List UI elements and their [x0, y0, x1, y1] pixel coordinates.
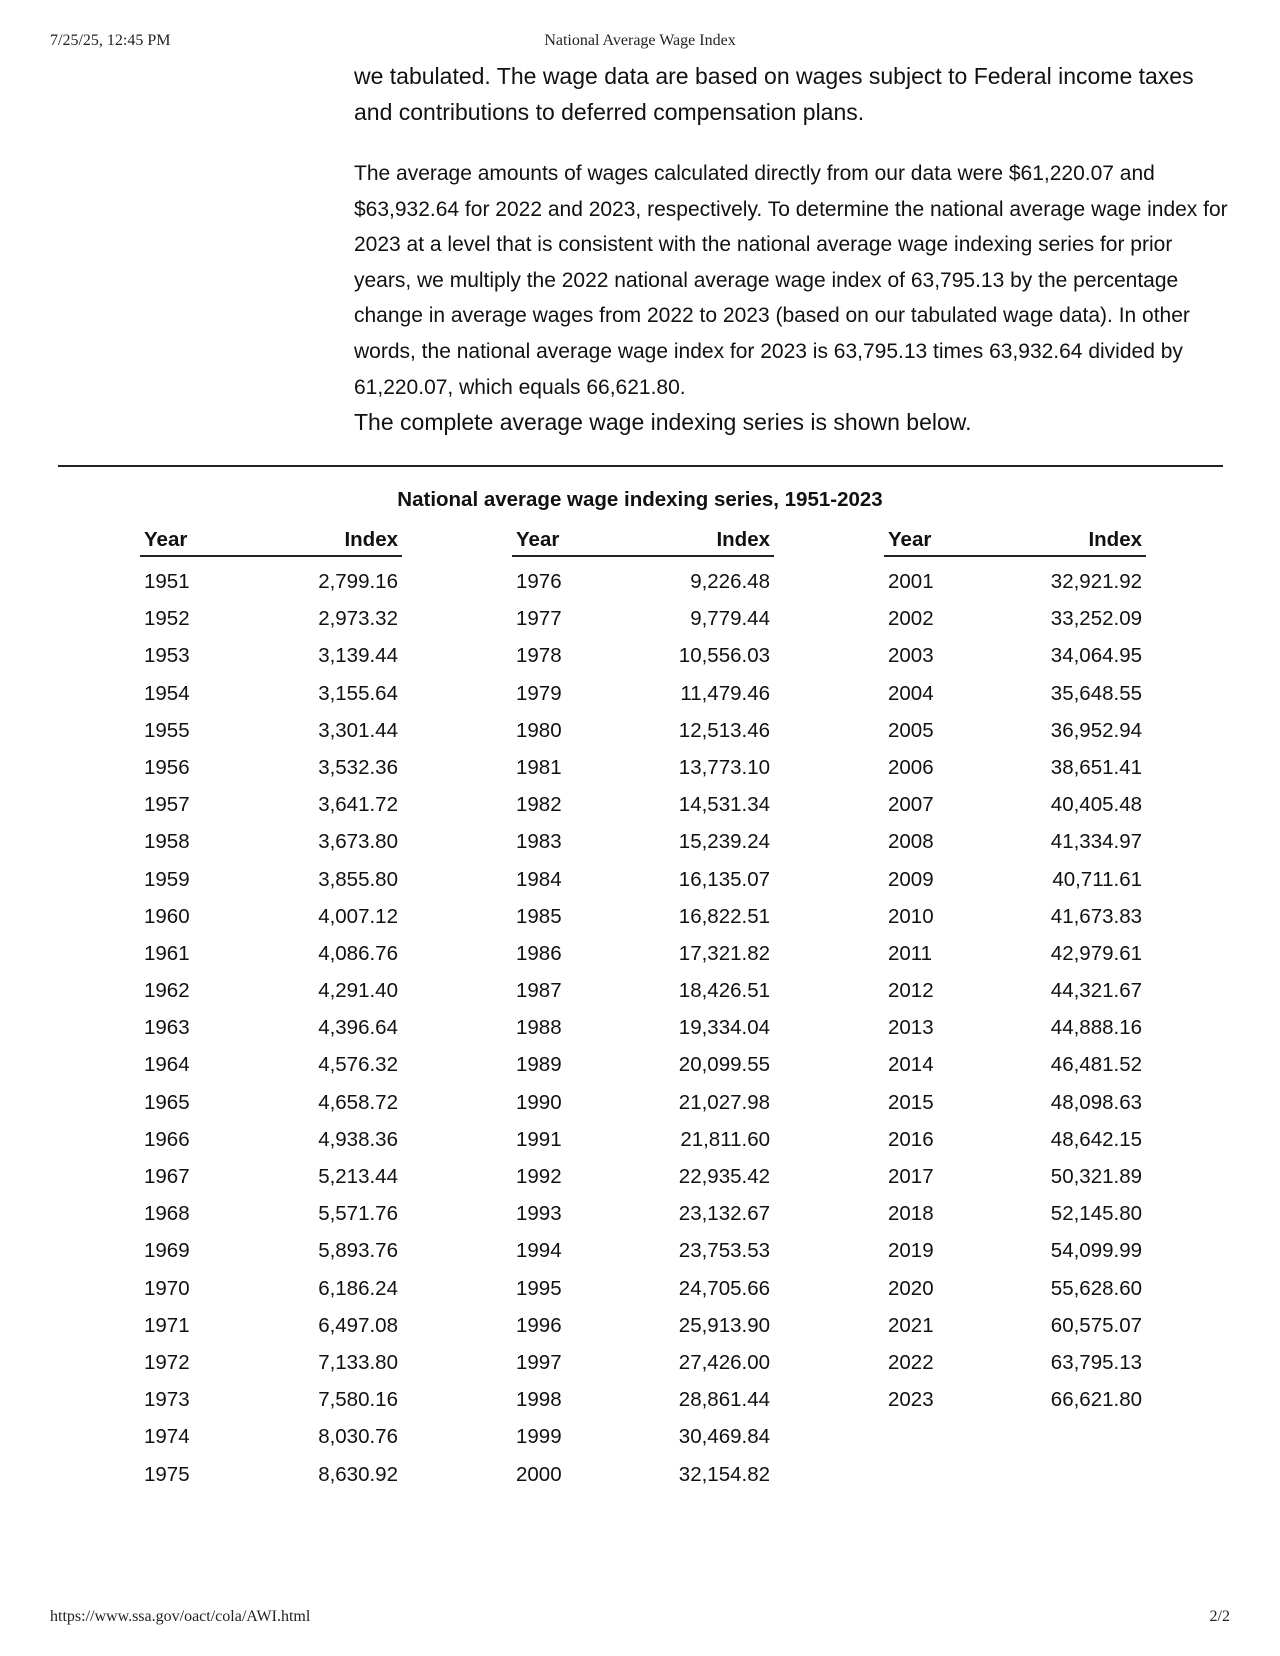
index-cell: 40,711.61 — [1052, 867, 1142, 891]
index-cell: 4,086.76 — [318, 941, 398, 965]
table-row — [884, 862, 1146, 899]
table-row — [512, 750, 774, 787]
table-title: National average wage indexing series, 1951-2023 — [397, 488, 883, 511]
year-cell: 1985 — [516, 904, 562, 928]
table-row — [884, 1085, 1146, 1122]
year-cell: 2018 — [888, 1202, 934, 1226]
index-cell: 8,030.76 — [318, 1425, 398, 1449]
index-cell: 38,651.41 — [1050, 755, 1142, 779]
index-cell: 4,007.12 — [318, 904, 398, 928]
table-row — [140, 862, 402, 899]
year-cell: 1988 — [516, 1016, 562, 1040]
year-cell: 1998 — [516, 1388, 562, 1412]
print-page-title: National Average Wage Index — [544, 32, 736, 49]
table-row — [140, 676, 402, 713]
table-row — [140, 1122, 402, 1159]
table-row — [140, 750, 402, 787]
table-row — [884, 1382, 1146, 1419]
index-cell: 36,952.94 — [1050, 718, 1142, 742]
year-cell: 2016 — [888, 1127, 934, 1151]
index-cell: 17,321.82 — [678, 941, 770, 965]
index-cell: 4,658.72 — [318, 1090, 398, 1114]
table-row — [884, 713, 1146, 750]
year-cell: 1978 — [516, 644, 562, 668]
year-cell: 1957 — [144, 793, 190, 817]
year-cell: 1965 — [144, 1090, 190, 1114]
year-cell: 1976 — [516, 570, 562, 593]
table-row — [884, 1233, 1146, 1270]
table-row — [140, 936, 402, 973]
year-cell: 1990 — [516, 1090, 562, 1114]
index-cell: 6,186.24 — [318, 1276, 398, 1300]
year-cell: 1966 — [144, 1127, 190, 1151]
table-header-row — [884, 525, 1146, 557]
index-cell: 3,855.80 — [318, 867, 398, 891]
table-row — [512, 1419, 774, 1456]
table-row — [140, 1419, 402, 1456]
table-row — [884, 1271, 1146, 1308]
index-cell: 4,938.36 — [318, 1127, 398, 1151]
year-cell: 1961 — [144, 941, 190, 965]
table-row — [512, 1122, 774, 1159]
table-row — [884, 973, 1146, 1010]
year-cell: 1952 — [144, 607, 190, 631]
print-datetime: 7/25/25, 12:45 PM — [50, 32, 171, 49]
index-cell: 21,811.60 — [680, 1127, 770, 1151]
year-column-header: Year — [144, 528, 188, 551]
index-cell: 66,621.80 — [1050, 1388, 1142, 1412]
year-cell: 1995 — [516, 1276, 562, 1300]
year-cell: 1967 — [144, 1165, 190, 1188]
year-cell: 1979 — [516, 681, 562, 705]
table-row — [140, 824, 402, 861]
index-cell: 3,139.44 — [318, 644, 398, 668]
table-column-group — [140, 525, 402, 1494]
year-cell: 1959 — [144, 867, 190, 891]
table-row — [140, 1308, 402, 1345]
index-column-header: Index — [1088, 528, 1142, 551]
year-cell: 2007 — [888, 793, 934, 817]
table-row — [884, 1122, 1146, 1159]
year-cell: 1953 — [144, 644, 190, 668]
table-row — [884, 899, 1146, 936]
year-cell: 1989 — [516, 1053, 562, 1077]
index-cell: 4,291.40 — [318, 979, 398, 1003]
table-row — [512, 1196, 774, 1233]
year-cell: 1968 — [144, 1202, 190, 1226]
year-cell: 1954 — [144, 681, 190, 705]
year-cell: 1971 — [144, 1313, 190, 1337]
index-cell: 4,576.32 — [318, 1053, 398, 1077]
year-cell: 1984 — [516, 867, 562, 891]
table-row — [512, 1382, 774, 1419]
year-cell: 1994 — [516, 1239, 562, 1263]
year-cell: 2001 — [888, 570, 934, 593]
table-row — [512, 1345, 774, 1382]
index-cell: 7,133.80 — [318, 1350, 398, 1374]
index-cell: 2,973.32 — [318, 607, 398, 631]
index-cell: 21,027.98 — [678, 1090, 770, 1114]
table-row — [884, 1047, 1146, 1084]
index-cell: 20,099.55 — [678, 1053, 770, 1077]
print-page-number: 2/2 — [1209, 1608, 1230, 1625]
index-cell: 30,469.84 — [678, 1425, 770, 1449]
year-cell: 1972 — [144, 1350, 190, 1374]
index-cell: 3,532.36 — [318, 755, 398, 779]
index-cell: 27,426.00 — [678, 1350, 770, 1374]
year-cell: 1986 — [516, 941, 562, 965]
table-header-row — [512, 525, 774, 557]
year-cell: 2010 — [888, 904, 934, 928]
year-cell: 2021 — [888, 1313, 934, 1337]
table-row — [140, 787, 402, 824]
index-cell: 33,252.09 — [1050, 607, 1142, 631]
year-cell: 2023 — [888, 1388, 934, 1412]
index-cell: 41,673.83 — [1050, 904, 1142, 928]
table-row — [884, 676, 1146, 713]
index-cell: 25,913.90 — [678, 1313, 770, 1337]
print-footer — [50, 1608, 1230, 1630]
index-cell: 44,888.16 — [1050, 1016, 1142, 1040]
index-cell: 14,531.34 — [678, 793, 770, 817]
year-cell: 1962 — [144, 979, 190, 1003]
index-cell: 5,213.44 — [318, 1165, 398, 1188]
table-row — [140, 601, 402, 638]
year-cell: 1963 — [144, 1016, 190, 1040]
index-cell: 16,822.51 — [678, 904, 770, 928]
table-row — [512, 1233, 774, 1270]
index-cell: 9,779.44 — [690, 607, 770, 631]
table-row — [512, 676, 774, 713]
year-cell: 1993 — [516, 1202, 562, 1226]
index-column-header: Index — [344, 528, 398, 551]
print-header — [50, 32, 1230, 54]
table-row — [884, 1308, 1146, 1345]
year-cell: 2014 — [888, 1053, 934, 1077]
year-cell: 2022 — [888, 1350, 934, 1374]
table-row — [512, 936, 774, 973]
index-cell: 19,334.04 — [678, 1016, 770, 1040]
table-row — [140, 1233, 402, 1270]
year-cell: 2003 — [888, 644, 934, 668]
index-cell: 18,426.51 — [678, 979, 770, 1003]
index-cell: 46,481.52 — [1050, 1053, 1142, 1077]
year-cell: 1987 — [516, 979, 562, 1003]
year-cell: 1992 — [516, 1165, 562, 1188]
table-row — [512, 899, 774, 936]
table-row — [512, 787, 774, 824]
table-row — [140, 973, 402, 1010]
table-row — [512, 824, 774, 861]
year-cell: 2000 — [516, 1462, 562, 1486]
index-cell: 7,580.16 — [318, 1388, 398, 1412]
calculation-paragraph: The average amounts of wages calculated directly from our data were $61,220.07 and $63,932.64 for 2022 and 2023, respectively. To determine the national average wage index for 2023 at a level that is consistent with the national average wage indexing series for prior years, we multiply the 2022 national average wage index of 63,795.13 by the percentage change in average wages from 2022 to 2023 (based on our tabulated wage data). In other words, the national average wage index for 2023 is 63,795.13 times 63,932.64 divided by 61,220.07, which equals 66,621.80. — [354, 162, 1228, 399]
year-cell: 1996 — [516, 1313, 562, 1337]
index-cell: 10,556.03 — [678, 644, 770, 668]
year-cell: 2002 — [888, 607, 934, 631]
table-row — [512, 1308, 774, 1345]
year-cell: 1991 — [516, 1127, 562, 1151]
year-cell: 1958 — [144, 830, 190, 854]
table-row — [512, 1047, 774, 1084]
index-cell: 12,513.46 — [678, 718, 770, 742]
table-row — [512, 601, 774, 638]
table-row — [140, 1196, 402, 1233]
section-divider — [58, 465, 1223, 467]
index-cell: 13,773.10 — [678, 755, 770, 779]
year-cell: 2013 — [888, 1016, 934, 1040]
year-cell: 2008 — [888, 830, 934, 854]
table-row — [140, 1159, 402, 1196]
table-row — [884, 1345, 1146, 1382]
table-row — [140, 1457, 402, 1494]
table-column-group — [512, 525, 774, 1494]
index-cell: 16,135.07 — [678, 867, 770, 891]
index-cell: 35,648.55 — [1050, 681, 1142, 705]
index-cell: 5,893.76 — [318, 1239, 398, 1263]
table-header-row — [140, 525, 402, 557]
table-row — [884, 1196, 1146, 1233]
table-row — [884, 1010, 1146, 1047]
table-row — [512, 862, 774, 899]
table-row — [140, 1382, 402, 1419]
year-cell: 1969 — [144, 1239, 190, 1263]
table-row — [512, 973, 774, 1010]
year-cell: 1973 — [144, 1388, 190, 1412]
year-cell: 1964 — [144, 1053, 190, 1077]
index-cell: 24,705.66 — [678, 1276, 770, 1300]
index-cell: 3,673.80 — [318, 830, 398, 854]
year-cell: 2005 — [888, 718, 934, 742]
year-cell: 2019 — [888, 1239, 934, 1263]
index-cell: 23,132.67 — [678, 1202, 770, 1226]
index-cell: 5,571.76 — [318, 1202, 398, 1226]
index-cell: 60,575.07 — [1050, 1313, 1142, 1337]
table-row — [512, 1271, 774, 1308]
year-cell: 2004 — [888, 681, 934, 705]
table-row — [140, 564, 402, 601]
year-cell: 1955 — [144, 718, 190, 742]
year-column-header: Year — [516, 528, 560, 551]
index-cell: 6,497.08 — [318, 1313, 398, 1337]
year-cell: 1960 — [144, 904, 190, 928]
index-cell: 15,239.24 — [678, 830, 770, 854]
index-cell: 50,321.89 — [1050, 1165, 1142, 1188]
index-cell: 63,795.13 — [1050, 1350, 1142, 1374]
table-row — [884, 601, 1146, 638]
table-row — [140, 638, 402, 675]
index-cell: 23,753.53 — [678, 1239, 770, 1263]
table-row — [140, 713, 402, 750]
year-cell: 1975 — [144, 1462, 190, 1486]
table-row — [884, 750, 1146, 787]
index-cell: 11,479.46 — [680, 681, 770, 705]
index-cell: 55,628.60 — [1050, 1276, 1142, 1300]
index-cell: 52,145.80 — [1050, 1202, 1142, 1226]
year-cell: 2009 — [888, 867, 934, 891]
index-cell: 40,405.48 — [1050, 793, 1142, 817]
table-row — [512, 638, 774, 675]
index-cell: 3,641.72 — [318, 793, 398, 817]
index-cell: 28,861.44 — [678, 1388, 770, 1412]
index-cell: 9,226.48 — [690, 570, 770, 593]
index-cell: 41,334.97 — [1050, 830, 1142, 854]
year-cell: 1974 — [144, 1425, 190, 1449]
index-cell: 32,921.92 — [1050, 570, 1142, 593]
year-cell: 1956 — [144, 755, 190, 779]
index-cell: 34,064.95 — [1050, 644, 1142, 668]
year-cell: 1982 — [516, 793, 562, 817]
year-cell: 2006 — [888, 755, 934, 779]
index-cell: 8,630.92 — [318, 1462, 398, 1486]
index-column-header: Index — [716, 528, 770, 551]
year-cell: 1997 — [516, 1350, 562, 1374]
table-column-group — [884, 525, 1146, 1419]
article-content — [354, 58, 1234, 439]
index-cell: 42,979.61 — [1050, 941, 1142, 965]
series-intro-text: The complete average wage indexing series is shown below. — [354, 409, 972, 436]
table-row — [512, 713, 774, 750]
table-row — [884, 1159, 1146, 1196]
index-cell: 54,099.99 — [1050, 1239, 1142, 1263]
table-row — [884, 564, 1146, 601]
index-cell: 3,155.64 — [318, 681, 398, 705]
year-cell: 2017 — [888, 1165, 934, 1188]
year-cell: 2020 — [888, 1276, 934, 1300]
year-cell: 1977 — [516, 607, 562, 631]
table-row — [140, 1085, 402, 1122]
intro-paragraph-tail: we tabulated. The wage data are based on wages subject to Federal income taxes and contributions to deferred compensation plans. — [354, 63, 1194, 125]
table-row — [512, 1010, 774, 1047]
year-cell: 1981 — [516, 755, 562, 779]
table-row — [512, 1159, 774, 1196]
year-cell: 1970 — [144, 1276, 190, 1300]
table-row — [512, 564, 774, 601]
year-cell: 2015 — [888, 1090, 934, 1114]
index-cell: 32,154.82 — [678, 1462, 770, 1486]
index-cell: 48,642.15 — [1050, 1127, 1142, 1151]
table-row — [140, 1271, 402, 1308]
year-cell: 1983 — [516, 830, 562, 854]
print-url: https://www.ssa.gov/oact/cola/AWI.html — [50, 1608, 311, 1625]
table-row — [512, 1085, 774, 1122]
year-cell: 2012 — [888, 979, 934, 1003]
table-row — [140, 1047, 402, 1084]
index-cell: 3,301.44 — [318, 718, 398, 742]
table-row — [884, 787, 1146, 824]
year-cell: 1999 — [516, 1425, 562, 1449]
table-row — [512, 1457, 774, 1494]
index-cell: 4,396.64 — [318, 1016, 398, 1040]
index-cell: 2,799.16 — [318, 570, 398, 593]
table-row — [884, 638, 1146, 675]
year-column-header: Year — [888, 528, 932, 551]
table-row — [884, 824, 1146, 861]
table-row — [140, 1345, 402, 1382]
year-cell: 1951 — [144, 570, 190, 593]
table-row — [884, 936, 1146, 973]
index-cell: 44,321.67 — [1050, 979, 1142, 1003]
table-row — [140, 899, 402, 936]
index-cell: 48,098.63 — [1050, 1090, 1142, 1114]
table-row — [140, 1010, 402, 1047]
year-cell: 2011 — [888, 941, 933, 965]
index-cell: 22,935.42 — [678, 1165, 770, 1188]
year-cell: 1980 — [516, 718, 562, 742]
